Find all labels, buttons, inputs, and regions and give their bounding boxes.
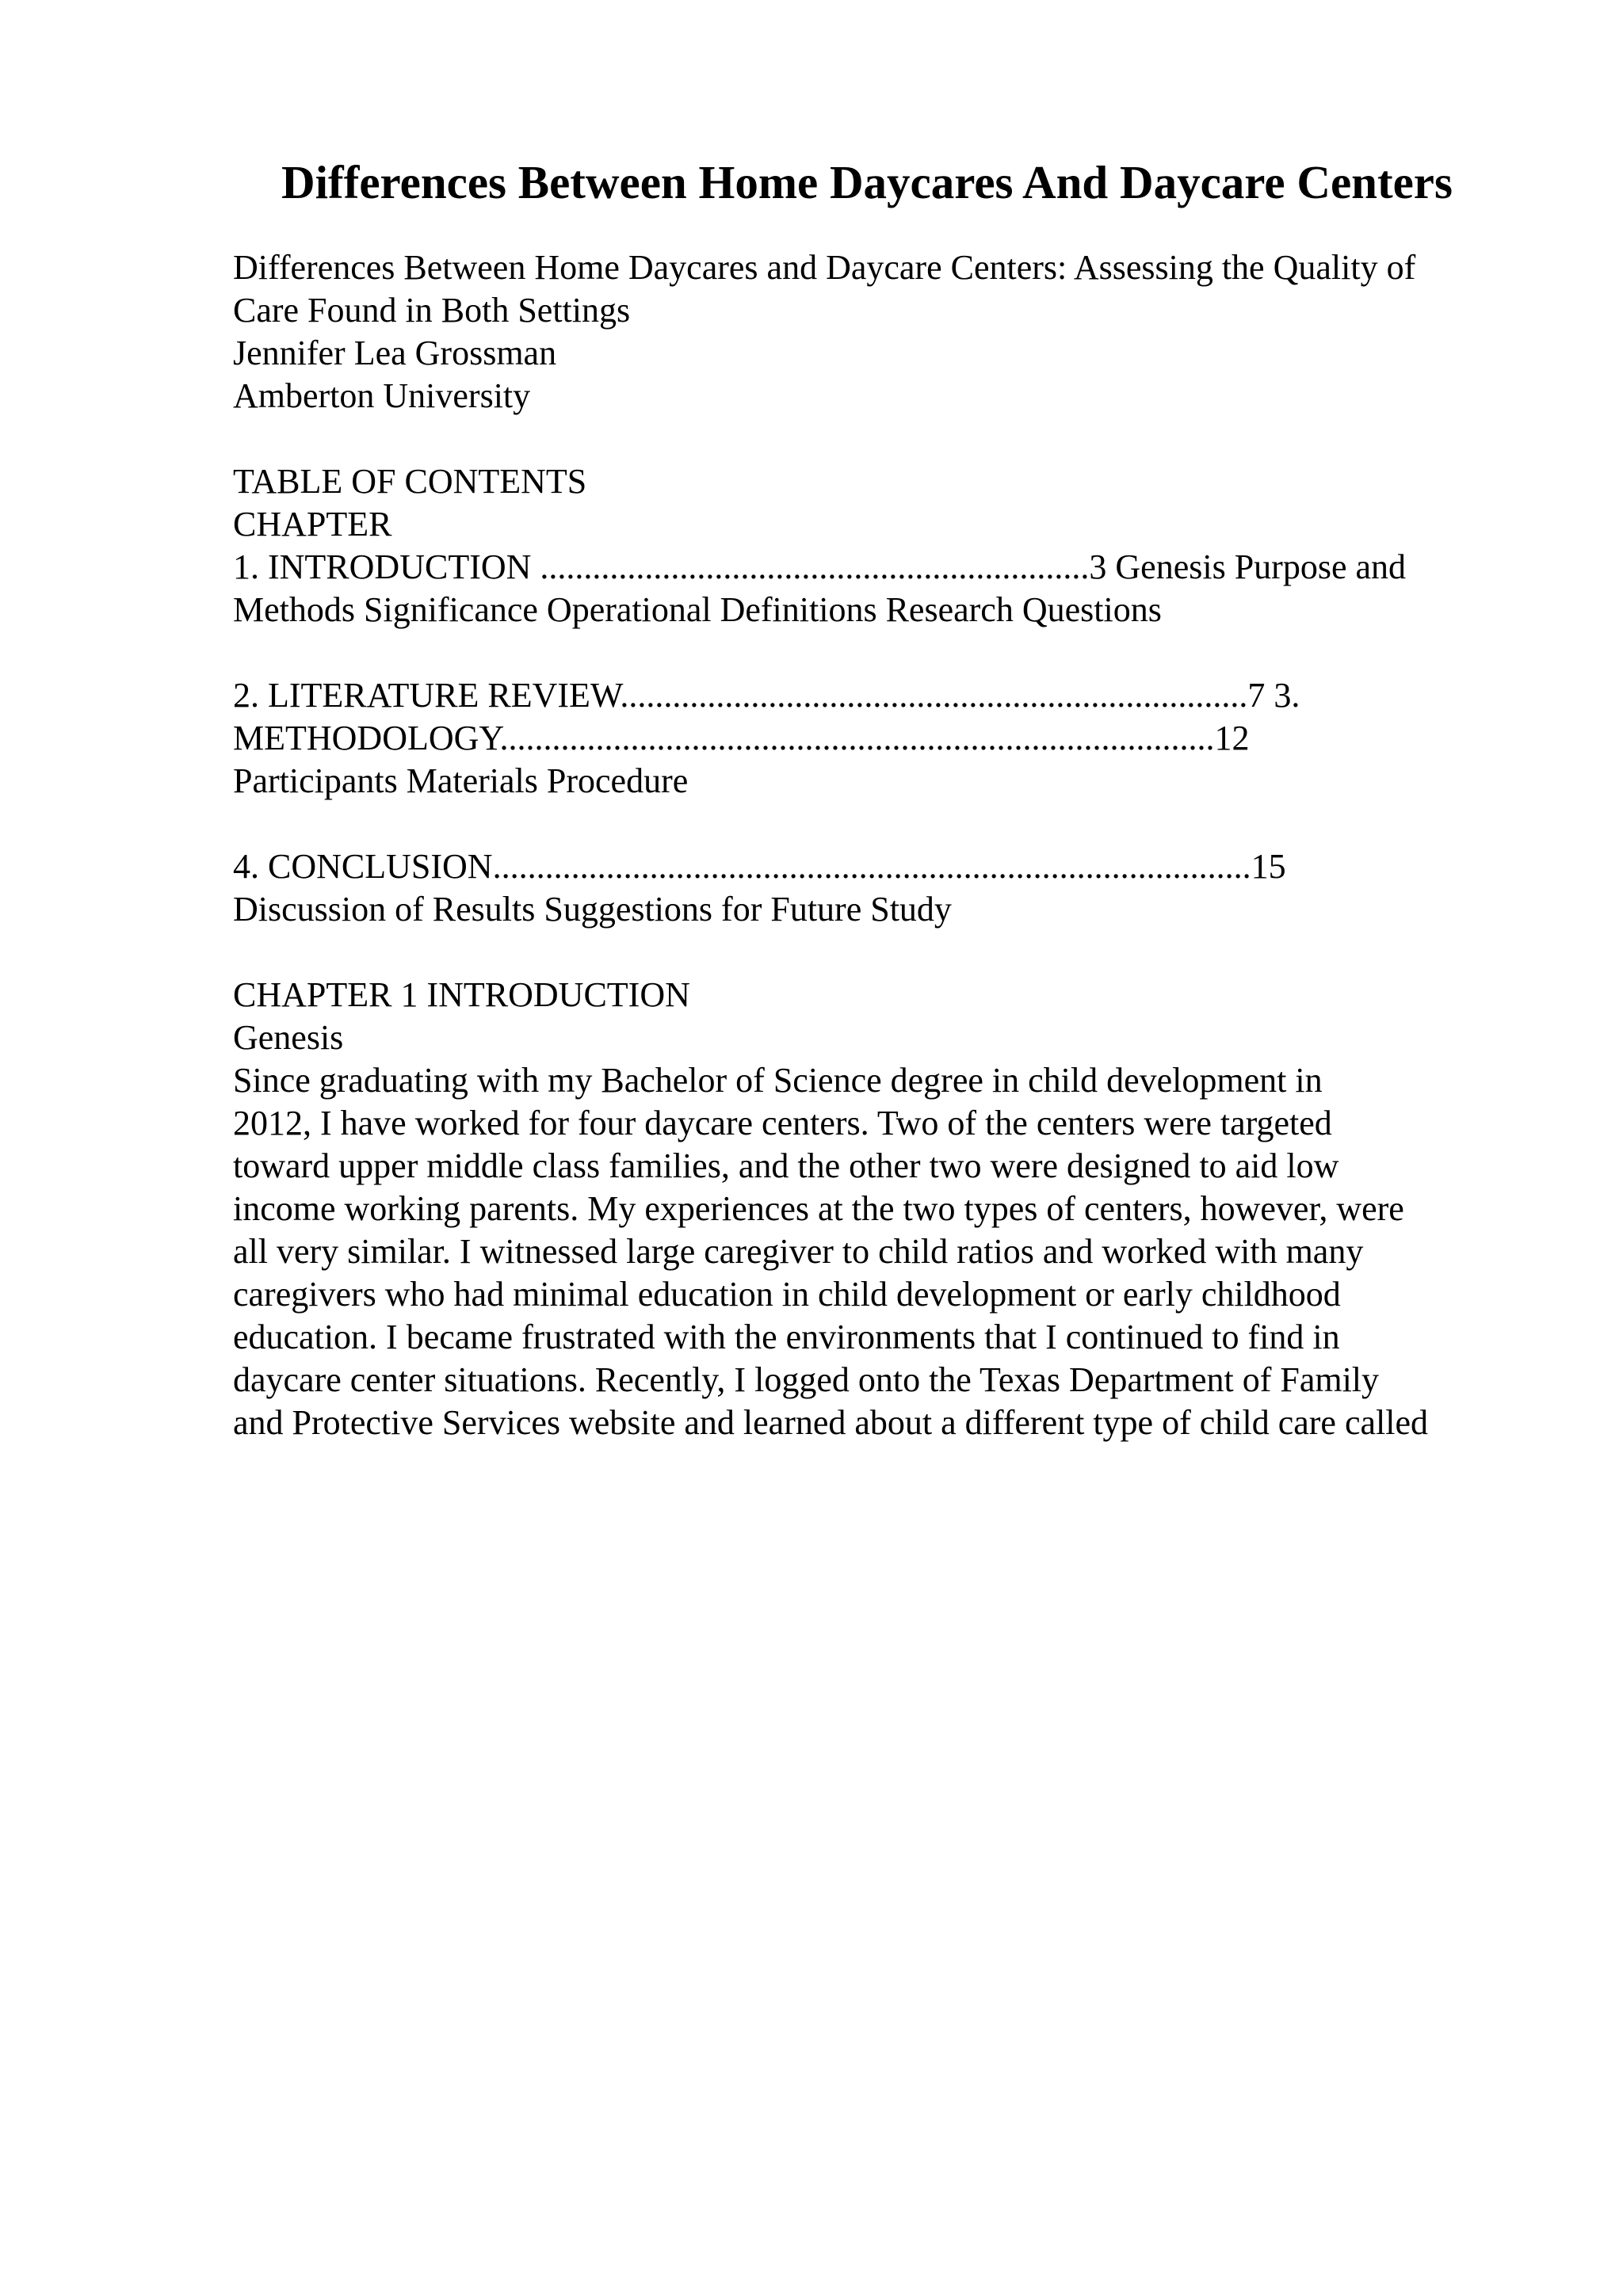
- institution-name: Amberton University: [233, 376, 531, 415]
- paragraph-line: caregivers who had minimal education in child development or early childhood: [233, 1275, 1341, 1314]
- blank-line: [233, 931, 1517, 974]
- paragraph-line: toward upper middle class families, and the other two were designed to aid low: [233, 1146, 1339, 1185]
- text-line: Differences Between Home Daycares and Daycare Centers: Assessing the Quality of: [233, 248, 1416, 287]
- toc-heading: TABLE OF CONTENTS: [233, 462, 587, 501]
- toc-entry-conclusion-subsections: Discussion of Results Suggestions for Future Study: [233, 890, 952, 929]
- blank-line: [233, 631, 1517, 674]
- paragraph-line: education. I became frustrated with the environments that I continued to find in: [233, 1318, 1340, 1356]
- toc-entry-introduction: 1. INTRODUCTION ...............................................................3 Genesis Purpose and: [233, 547, 1407, 586]
- blank-line: [233, 803, 1517, 845]
- toc-chapter-label: CHAPTER: [233, 505, 392, 543]
- paragraph-line: income working parents. My experiences at the two types of centers, however, were: [233, 1189, 1404, 1228]
- author-name: Jennifer Lea Grossman: [233, 334, 557, 372]
- chapter-heading: CHAPTER 1 INTRODUCTION: [233, 975, 690, 1014]
- toc-entry-literature-review: 2. LITERATURE REVIEW........................................................................7 3.: [233, 676, 1300, 715]
- paragraph-line: Since graduating with my Bachelor of Science degree in child development in: [233, 1061, 1323, 1100]
- paragraph-line: all very similar. I witnessed large caregiver to child ratios and worked with many: [233, 1232, 1364, 1271]
- toc-entry-introduction-subsections: Methods Significance Operational Definitions Research Questions: [233, 590, 1162, 629]
- toc-entry-methodology: METHODOLOGY..................................................................................12: [233, 719, 1250, 757]
- toc-entry-methodology-subsections: Participants Materials Procedure: [233, 761, 689, 800]
- text-line: Care Found in Both Settings: [233, 291, 631, 330]
- document-body: [233, 246, 1517, 1444]
- paragraph-line: daycare center situations. Recently, I logged onto the Texas Department of Family: [233, 1360, 1380, 1399]
- paragraph-line: and Protective Services website and learned about a different type of child care called: [233, 1403, 1428, 1442]
- paragraph-line: 2012, I have worked for four daycare centers. Two of the centers were targeted: [233, 1104, 1332, 1142]
- document-title: Differences Between Home Daycares And Daycare Centers: [281, 156, 1453, 208]
- toc-entry-conclusion: 4. CONCLUSION.......................................................................................15: [233, 847, 1286, 886]
- blank-line: [233, 418, 1517, 460]
- section-heading-genesis: Genesis: [233, 1018, 344, 1057]
